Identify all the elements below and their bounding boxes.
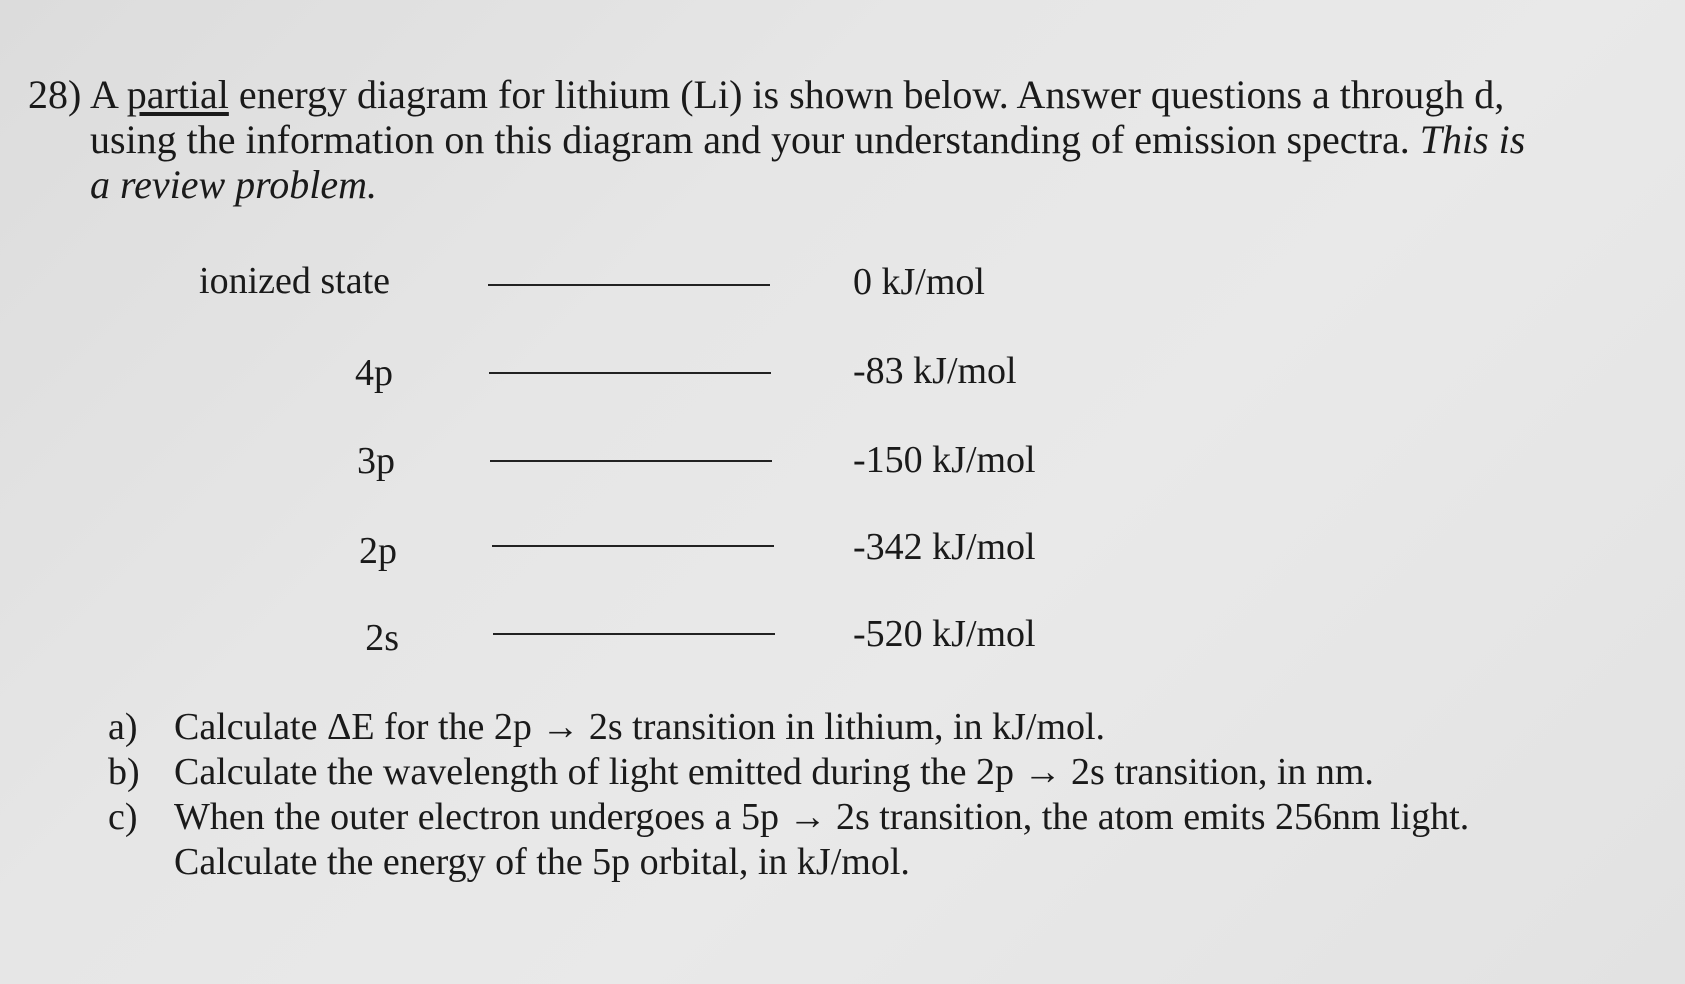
intro-text-start: A: [90, 72, 127, 117]
level-line-2s: [493, 633, 775, 635]
subquestion-text: When the outer electron undergoes a 5p → 2s transition, the atom emits 256nm light. Calculate the energy of the 5p orbital, in kJ/mol.: [174, 796, 1470, 883]
level-line-4p: [489, 372, 771, 374]
subquestion-letter: c): [108, 796, 138, 838]
level-line-2p: [492, 545, 774, 547]
level-name-4p: 4p: [355, 352, 393, 394]
level-name-2p: 2p: [359, 530, 397, 572]
level-energy-2p: -342 kJ/mol: [853, 526, 1036, 568]
level-name-3p: 3p: [357, 440, 395, 482]
level-energy-3p: -150 kJ/mol: [853, 439, 1036, 481]
subquestion-text: Calculate ΔE for the 2p → 2s transition in lithium, in kJ/mol.: [174, 706, 1106, 748]
intro-italic-note: This is a review problem.: [90, 117, 1526, 207]
intro-underlined-word: partial: [126, 72, 229, 117]
level-name-ionized: ionized state: [199, 260, 390, 302]
level-line-3p: [490, 460, 772, 462]
level-line-ionized: [488, 284, 770, 286]
subquestion-text: Calculate the wavelength of light emitted during the 2p → 2s transition, in nm.: [174, 751, 1374, 793]
subquestion-c: [108, 795, 1524, 885]
level-energy-4p: -83 kJ/mol: [853, 350, 1017, 392]
intro-text-body: energy diagram for lithium (Li) is shown below. Answer questions a through d, using the information on this diagram and your understanding of emission spectra.: [90, 72, 1505, 162]
level-name-2s: 2s: [365, 617, 399, 659]
subquestion-list: [108, 705, 1574, 885]
question-number: 28): [28, 72, 82, 117]
subquestion-letter: b): [108, 751, 140, 793]
level-energy-ionized: 0 kJ/mol: [853, 261, 985, 303]
level-energy-2s: -520 kJ/mol: [853, 613, 1036, 655]
subquestion-letter: a): [108, 706, 138, 748]
subquestion-b: [108, 750, 1574, 795]
subquestion-a: [108, 705, 1574, 750]
